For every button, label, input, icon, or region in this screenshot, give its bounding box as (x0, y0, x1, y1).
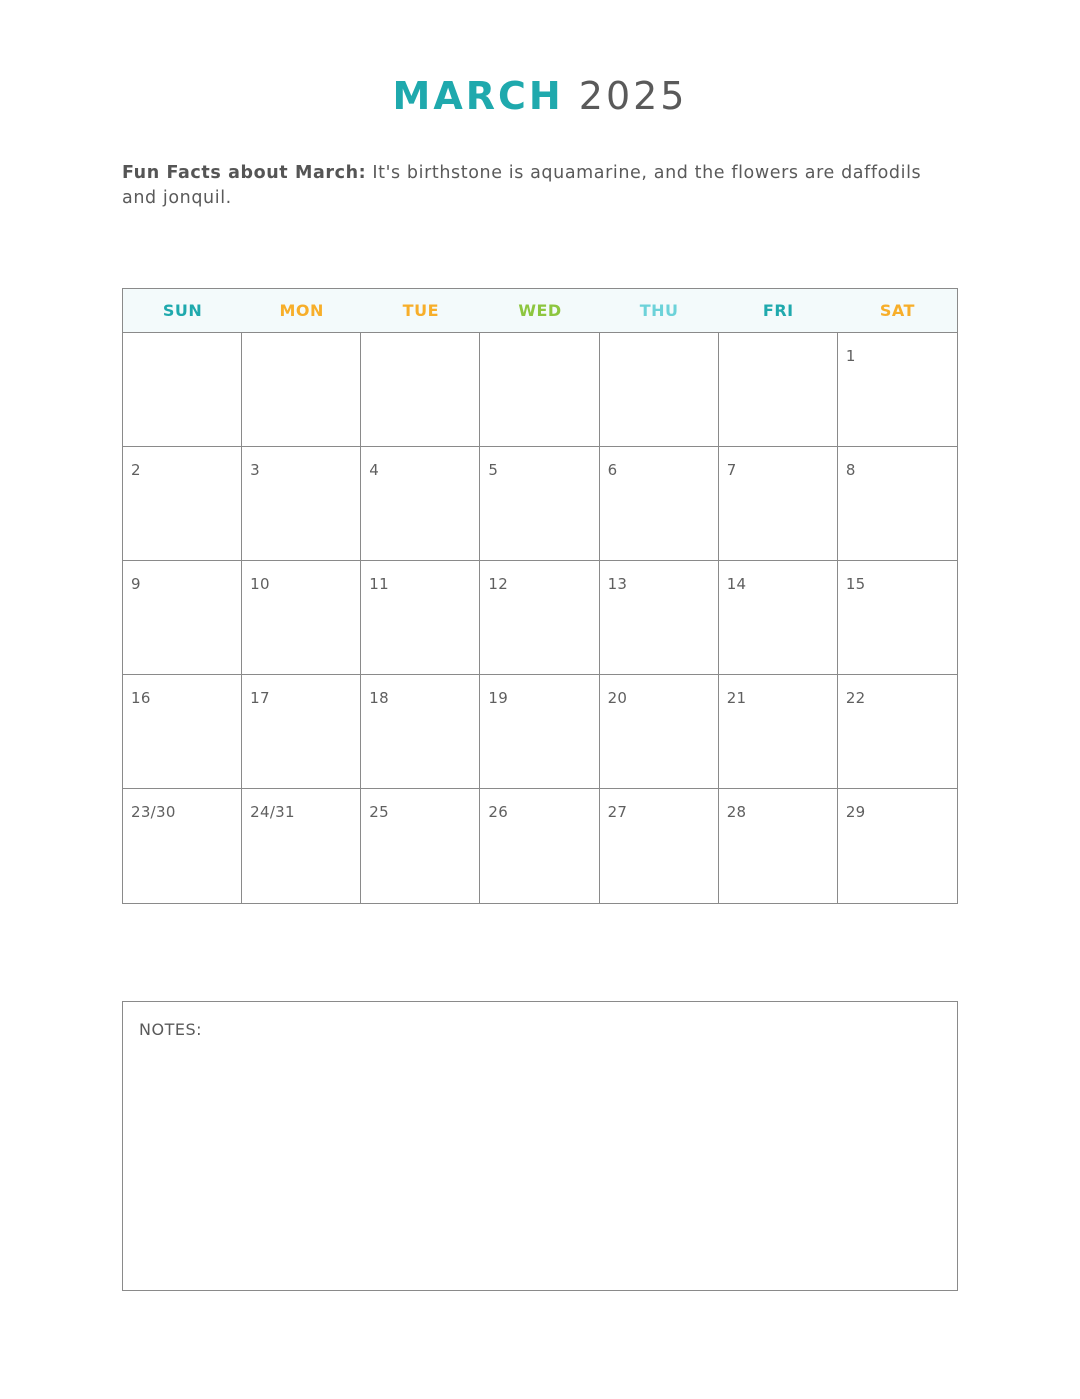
day-name-wed: WED (518, 301, 562, 320)
day-cell: 23/30 (123, 789, 242, 903)
day-cell (242, 333, 361, 447)
day-cell: 20 (600, 675, 719, 789)
day-cell: 29 (845, 803, 866, 821)
day-cell: 13 (600, 561, 719, 675)
day-cell: 9 (123, 561, 242, 675)
page-title (0, 72, 1080, 120)
day-cell (123, 333, 242, 447)
day-cell: 17 (242, 675, 361, 789)
day-name-sat: SAT (879, 301, 915, 320)
day-cell: 12 (480, 561, 599, 675)
day-cell: 3 (242, 447, 361, 561)
day-cell: 19 (480, 675, 599, 789)
calendar-body (123, 333, 957, 903)
day-cell: 7 (719, 447, 838, 561)
day-cell (480, 333, 599, 447)
day-cell: 22 (838, 675, 957, 789)
day-cell: 11 (361, 561, 480, 675)
notes-box (122, 1001, 958, 1291)
day-cell: 28 (719, 789, 838, 903)
day-cell (361, 333, 480, 447)
day-cell: 1 (838, 333, 957, 447)
day-cell: 2 (123, 447, 242, 561)
title-month: MARCH (392, 74, 564, 118)
day-name-fri: FRI (762, 301, 794, 320)
day-name-tue: TUE (402, 301, 440, 320)
day-cell: 21 (719, 675, 838, 789)
day-cell: 8 (838, 447, 957, 561)
day-cell: 14 (719, 561, 838, 675)
day-cell: 18 (361, 675, 480, 789)
calendar-header (123, 289, 957, 333)
fun-facts-label: Fun Facts about March: (122, 163, 367, 183)
calendar-grid (122, 288, 958, 904)
fun-facts (122, 161, 962, 211)
day-cell: 24/31 (242, 789, 361, 903)
day-cell: 26 (480, 789, 599, 903)
day-cell: 27 (600, 789, 719, 903)
day-cell (600, 333, 719, 447)
day-name-mon: MON (279, 301, 324, 320)
day-cell (719, 333, 838, 447)
day-cell: 15 (838, 561, 957, 675)
day-cell: 10 (242, 561, 361, 675)
day-cell: 16 (123, 675, 242, 789)
day-cell: 5 (480, 447, 599, 561)
day-cell: 6 (600, 447, 719, 561)
day-cell: 25 (361, 789, 480, 903)
fun-facts-text: It's birthstone is aquamarine, and the flowers are daffodils and jonquil. (122, 163, 922, 208)
day-name-thu: THU (639, 301, 679, 320)
day-name-sun: SUN (162, 301, 203, 320)
notes-label: NOTES: (139, 1020, 202, 1039)
title-year: 2025 (578, 74, 688, 118)
day-cell: 4 (361, 447, 480, 561)
